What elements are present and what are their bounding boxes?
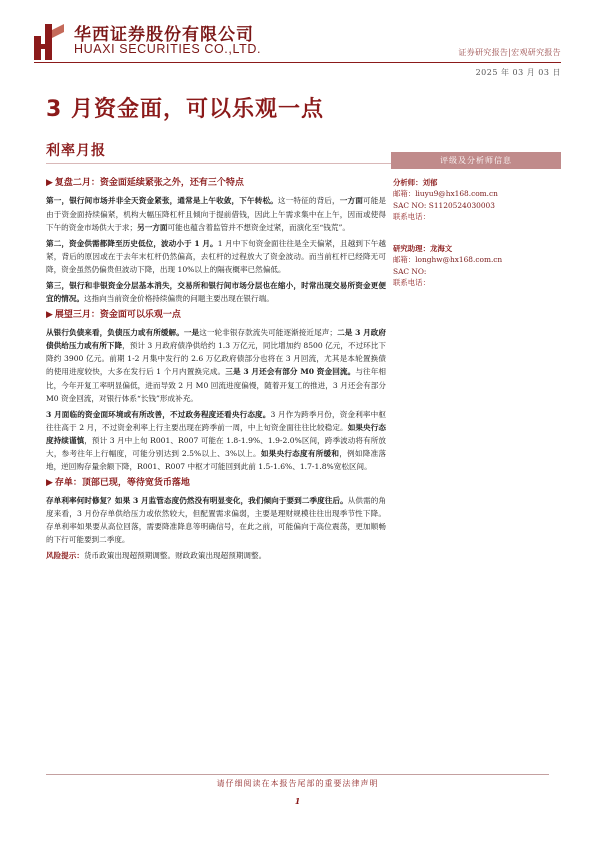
text-run: 与往年相比，今年开复工率明显偏低，进而导致 2 月 M0 回流进度偏慢，随着开复工的推进，3 月还会有部分 M0 资金回流，对银行体系“长钱”形成补充。 <box>46 367 387 403</box>
section-heading-text: 存单：顶部已现，等待宽货币落地 <box>54 477 190 488</box>
body-paragraph <box>46 194 386 233</box>
report-date: 2025 年 03 月 03 日 <box>475 68 561 77</box>
risk-label: 风险提示： <box>46 551 84 561</box>
analyst-sidebar <box>391 152 561 309</box>
legal-notice: 请仔细阅读在本报告尾部的重要法律声明 <box>216 779 379 788</box>
bold-text-run: 如果央行态度持续谨慎 <box>46 422 387 445</box>
assistant-email[interactable]: longhw@hx168.com.cn <box>415 255 503 265</box>
body-paragraph <box>46 237 386 276</box>
triangle-bullet-icon: ▶ <box>46 309 53 320</box>
text-run: 这一轮非银存款流失可能逐渐接近尾声； <box>199 328 337 338</box>
bold-text-run: 第二，资金供需都降至历史低位，波动小于 1 月。 <box>46 238 218 248</box>
phone-label: 联系电话： <box>393 278 430 288</box>
triangle-bullet-icon: ▶ <box>46 477 53 488</box>
body-paragraph <box>46 408 386 473</box>
assistant-role: 研究助理：龙海文 <box>393 243 453 253</box>
risk-warning <box>46 549 386 562</box>
text-run: ，例如降准落地，逆回购存量余额下降，R001、R007 中枢才可能回到此前 1.5-1.6%、1.7-1.8%宽松区间。 <box>46 448 387 471</box>
huaxi-logo-icon <box>34 22 64 60</box>
phone-label: 联系电话： <box>393 212 430 222</box>
bold-text-run: 三是 3 月还会有部分 M0 资金回流。 <box>225 367 356 377</box>
risk-text: 货币政策出现超预期调整。财政政策出现超预期调整。 <box>83 551 267 561</box>
section-heading-text: 展望三月：资金面可以乐观一点 <box>54 309 181 320</box>
section-heading <box>46 176 386 191</box>
bold-text-run: 第一，银行间市场并非全天资金紧张，通常是上午收敛，下午转松。 <box>46 196 278 206</box>
report-title: 3 月资金面，可以乐观一点 <box>46 97 324 122</box>
section-heading <box>46 476 386 491</box>
assistant-sac: SAC NO: <box>393 266 427 276</box>
text-run: 这一特征的背后， <box>277 196 340 206</box>
email-label: 邮箱： <box>393 255 416 265</box>
bold-text-run: 3 月面临的资金面环境或有所改善，不过政务程度还看央行态度。 <box>46 409 271 419</box>
company-name-cn: 华西证券股份有限公司 <box>74 25 254 45</box>
company-name-en: HUAXI SECURITIES CO.,LTD. <box>74 42 262 56</box>
bold-text-run: 另一方面 <box>137 222 168 232</box>
footer-divider <box>46 774 549 775</box>
text-run: 这指向当前资金价格持续偏贵的问题主要出现在银行端。 <box>83 293 274 303</box>
bold-text-run: 二是 3 月政府债供给压力或有所下降 <box>46 328 386 351</box>
company-logo <box>34 18 284 62</box>
analyst-email[interactable]: liuyu9@hx168.com.cn <box>415 189 498 199</box>
body-paragraph <box>46 494 386 546</box>
page-number: 1 <box>294 796 301 806</box>
header-divider <box>34 62 561 63</box>
section-heading <box>46 308 386 323</box>
bold-text-run: 一方面 <box>339 196 363 206</box>
body-paragraph <box>46 279 386 305</box>
report-type-tag: 证券研究报告|宏观研究报告 <box>458 48 561 57</box>
text-run: 可能是由于资金面持续偏紧，机构大幅压降杠杆且倾向于提前借钱，因此上午需求集中在上午，因而或使得下午的资金市场供大于求； <box>46 196 387 232</box>
triangle-bullet-icon: ▶ <box>46 178 53 188</box>
analyst-role: 分析师：刘郁 <box>393 178 438 187</box>
report-body <box>46 174 386 563</box>
bold-text-run: 从银行负债来看，负债压力或有所缓解。一是 <box>46 328 200 338</box>
text-run: 1 月中下旬资金面往往是全天偏紧，且越到下午越紧，背后的原因或在于去年末杠杆仍然偏高，去杠杆的过程放大了资金波动。而当前杠杆已经降无可降，资金虽然仍偏贵但波动下降，出现 10%以上的隔夜概率已然偏低。 <box>46 238 386 274</box>
analyst-sac: SAC NO: S1120524030003 <box>393 200 495 210</box>
bold-text-run: 如果央行态度有所缓和 <box>260 448 340 458</box>
text-run: 可能也蕴含着监管并不想资金过紧，而演化至“钱荒”。 <box>167 222 350 232</box>
body-paragraph <box>46 326 386 404</box>
text-run: ，预计 3 月中上旬 R001、R007 可能在 1.8-1.9%、1.9-2.0%区间，跨季波动将有所放大，参考往年上行幅度，可能分别达到 2.5%以上、3%以上。 <box>46 435 386 458</box>
analyst-info <box>393 177 559 223</box>
text-run: ，预计 3 月政府债净供给约 1.3 万亿元，同比增加约 8500 亿元，不过环比下降约 3900 亿元。前期 1-2 月集中发行的 2.6 万亿政府债部分也将在 3 月回流，尤其是本轮置换债的使用进度较快，大多在发行后 1 个月内置换完成。 <box>46 341 386 377</box>
text-run: 3 月作为跨季月份，资金利率中枢往往高于 2 月，不过资金利率上行主要出现在跨季前一周，中上旬资金面往往比较稳定。 <box>46 409 386 432</box>
bold-text-run: 第三，银行和非银资金分层基本消失，交易所和银行间市场分层也在缩小，时常出现交易所资金更便宜的情况。 <box>46 280 386 303</box>
sidebar-heading: 评级及分析师信息 <box>391 152 561 169</box>
email-label: 邮箱： <box>393 189 416 199</box>
bold-text-run: 存单利率何时修复？如果 3 月监管态度仍然没有明显变化，我们倾向于要到二季度往后。 <box>46 496 348 506</box>
report-subtitle: 利率月报 <box>46 143 106 159</box>
text-run: 从供需的角度来看，3 月份存单供给压力或依然较大，但配置需求偏弱，主要是理财规模往往出现季节性下降。存单利率如果要从高位回落，需要降准降息等明确信号，在此之前，可能偏向于高位震荡，更加顺畅的下行可能要到二季度。 <box>46 496 386 545</box>
section-heading-text: 复盘二月：资金面延续紧张之外，还有三个特点 <box>54 178 244 188</box>
assistant-info <box>393 243 559 289</box>
